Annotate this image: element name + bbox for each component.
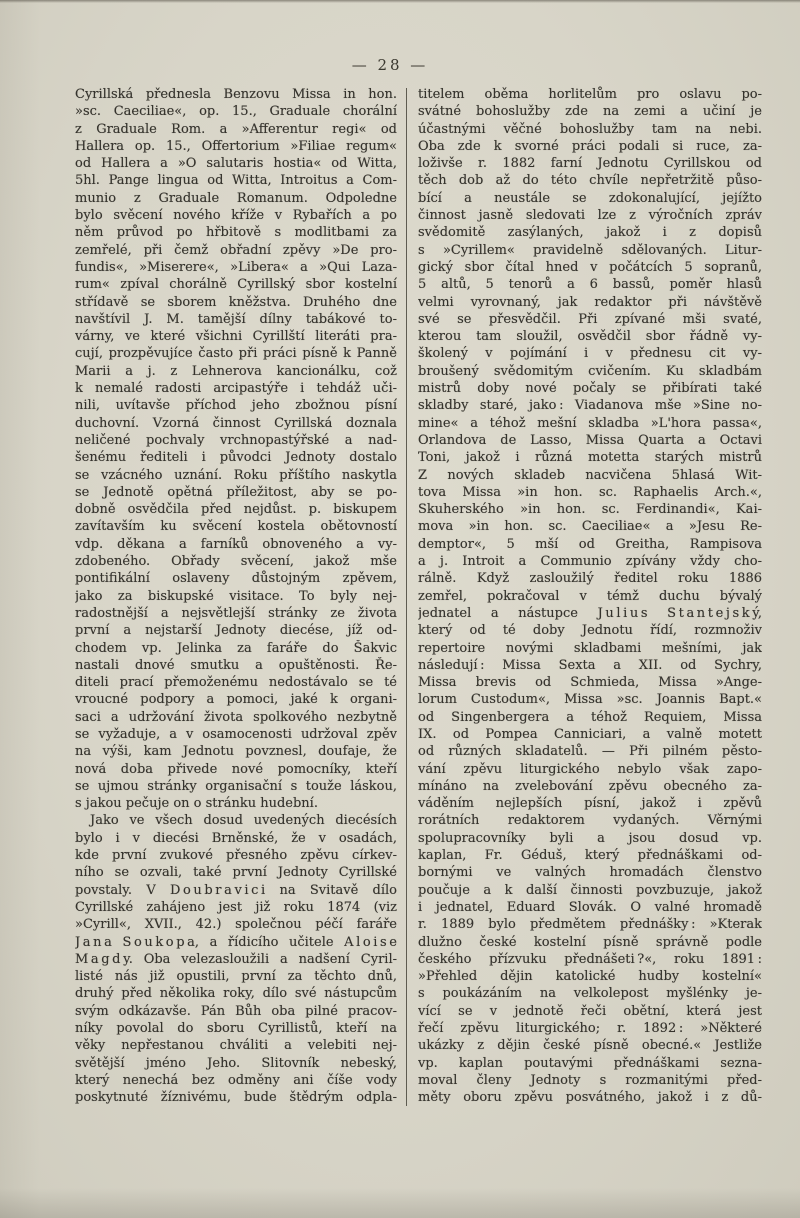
text-line: M a g d y. Oba velezasloužili a nadšení Cyril-	[75, 951, 397, 967]
text-line: velmi vyrovnaný, jak redaktor při návštěvě	[418, 294, 762, 310]
text-line: Missa brevis od Schmieda, Missa »Ange-	[418, 675, 762, 691]
text-line: i jednatel, Eduard Slovák. O valné hromadě	[418, 899, 762, 915]
text-line: činnost jasně sledovati lze z výročních zpráv	[418, 208, 762, 224]
text-line: na výši, kam Jednotu povznesl, doufaje, že	[75, 744, 397, 760]
text-line: který od té doby Jednotu řídí, rozmnoživ	[418, 623, 762, 639]
text-line: cují, prozpěvujíce často při práci písně k Panně	[75, 346, 397, 362]
text-line: loživše r. 1882 farní Jednotu Cyrillskou od	[418, 156, 762, 172]
text-line: vání zpěvu liturgického nebylo však zapo-	[418, 761, 762, 777]
text-line: fundis«, »Miserere«, »Libera« a »Qui Laza-	[75, 259, 397, 275]
text-line: váděním nejlepších písní, jakož i zpěvů	[418, 796, 762, 812]
text-line: IX. od Pompea Canniciari, a valně motett	[418, 726, 762, 742]
text-line: řečí zpěvu liturgického; r. 1892 : »Některé	[418, 1021, 762, 1037]
text-line: rorátních redaktorem vydaných. Věrnými	[418, 813, 762, 829]
text-line: jako za biskupské visitace. To byly nej-	[75, 588, 397, 604]
text-line: jednatel a nástupce J u l i u s S t a n t e j s k ý,	[418, 605, 762, 621]
text-line: ního se ozvali, také první Jednoty Cyrillské	[75, 865, 397, 881]
text-line: mistrů doby nové počaly se přibírati také	[418, 381, 762, 397]
text-line: následují : Missa Sexta a XII. od Sychry,	[418, 657, 762, 673]
text-line: účastnými věčné bohoslužby tam na nebi.	[418, 121, 762, 137]
text-line: Jako ve všech dosud uvedených diecésích	[90, 813, 397, 829]
text-line: své se přesvědčil. Při zpívané mši svaté,	[418, 311, 762, 327]
text-line: Z nových skladeb nacvičena 5hlasá Wit-	[418, 467, 762, 483]
text-line: chodem vp. Jelinka za faráře do Šakvic	[75, 640, 397, 656]
text-line: lorum Custodum«, Missa »sc. Joannis Bapt.«	[418, 692, 762, 708]
text-line: Orlandova de Lasso, Missa Quarta a Octavi	[418, 432, 762, 448]
text-line: šenému řediteli i původci Jednoty dostalo	[75, 450, 397, 466]
text-line: poučuje a k další činnosti povzbuzuje, jakož	[418, 882, 762, 898]
text-line: 5 altů, 5 tenorů a 6 bassů, poměr hlasů	[418, 277, 762, 293]
text-line: bornými ve valných hromadách členstvo	[418, 865, 762, 881]
text-line: Hallera op. 15., Offertorium »Filiae regum«	[75, 138, 397, 154]
text-line: nili, uvítavše příchod jeho zbožnou písní	[75, 398, 397, 414]
text-line: diteli prací přemoženému nedostávalo se té	[75, 675, 397, 691]
text-line: duchovní. Vzorná činnost Cyrillská doznala	[75, 415, 397, 431]
text-line: vp. kaplan poutavými přednáškami sezna-	[418, 1055, 762, 1071]
text-line: s poukázáním na velkolepost myšlénky je-	[418, 986, 762, 1002]
page-number: — 28 —	[351, 56, 429, 74]
text-line: který nenechá bez odměny ani číše vody	[75, 1072, 397, 1088]
text-line: J a n a S o u k o p a, a řídicího učitele A l o i s e	[75, 934, 397, 950]
text-line: nastali dnové smutku a opuštěnosti. Ře-	[75, 657, 397, 673]
text-line: bylo svěcení nového kříže v Rybařích a po	[75, 208, 397, 224]
text-line: »Přehled dějin katolické hudby kostelní«	[418, 969, 762, 985]
text-line: něm průvod po hřbitově s modlitbami za	[75, 225, 397, 241]
text-line: saci a udržování života spolkového nezbytně	[75, 709, 397, 725]
left-text-column	[75, 86, 397, 1107]
text-line: českého přízvuku přednášeti ?«, roku 1891 :	[418, 951, 762, 967]
text-line: repertoire novými skladbami mešními, jak	[418, 640, 762, 656]
text-line: bící a neustále se zdokonalující, jejížto	[418, 190, 762, 206]
text-line: nová doba přivede nové pomocníky, kteří	[75, 761, 397, 777]
text-line: bylo i v diecési Brněnské, že v osadách,	[75, 830, 397, 846]
text-line: Cyrillské zahájeno jest již roku 1874 (viz	[75, 899, 397, 915]
text-line: Toni, jakož i různá motetta starých mistrů	[418, 450, 762, 466]
text-line: od Hallera a »O salutaris hostia« od Witta,	[75, 156, 397, 172]
text-line: radostnější a nejsvětlejší stránky ze života	[75, 605, 397, 621]
text-line: od různých skladatelů. — Při pilném pěsto-	[418, 744, 762, 760]
text-line: pontifikální oslaveny důstojným zpěvem,	[75, 571, 397, 587]
text-line: s »Cyrillem« pravidelně sdělovaných. Litur-	[418, 242, 762, 258]
text-line: se ujmou stránky organisační s touže láskou,	[75, 778, 397, 794]
right-text-column	[418, 86, 762, 1107]
text-line: kaplan, Fr. Géduš, který přednáškami od-	[418, 848, 762, 864]
text-line: z Graduale Rom. a »Afferentur regi« od	[75, 121, 397, 137]
text-line: Cyrillská přednesla Benzovu Missa in hon.	[75, 87, 397, 102]
text-line: zavítavším ku svěcení kostela obětovností	[75, 519, 397, 535]
text-line: druhý před několika roky, dílo své nástupcům	[75, 986, 397, 1002]
text-line: mínáno na zvelebování zpěvu obecného za-	[418, 778, 762, 794]
text-line: rálně. Když zasloužilý ředitel roku 1886	[418, 571, 762, 587]
text-line: Marii a j. z Lehnerova kancionálku, což	[75, 363, 397, 379]
text-line: demptor«, 5 mší od Greitha, Rampisova	[418, 536, 762, 552]
text-line: k nemalé radosti arcipastýře i tehdáž uči-	[75, 381, 397, 397]
text-line: rum« zpíval chorálně Cyrillský sbor kostelní	[75, 277, 397, 293]
text-line: zemřel, pokračoval v témž duchu bývalý	[418, 588, 762, 604]
text-line: zemřelé, při čemž obřadní zpěvy »De pro-	[75, 242, 397, 258]
text-line: vroucné podpory a pomoci, jaké k organi-	[75, 692, 397, 708]
text-line: vdp. děkana a farníků obnoveného a vy-	[75, 536, 397, 552]
text-line: s jakou pečuje on o stránku hudební.	[75, 796, 318, 812]
text-line: střídavě se sborem kněžstva. Druhého dne	[75, 294, 397, 310]
text-line: tova Missa »in hon. sc. Raphaelis Arch.«,	[418, 484, 762, 500]
text-line: svátné bohoslužby zde na zemi a učiní je	[418, 104, 762, 120]
text-line: listé nás již opustili, první za těchto dnů,	[75, 969, 397, 985]
text-line: broušený svědomitým cvičením. Ku skladbám	[418, 363, 762, 379]
text-line: 5hl. Pange lingua od Witta, Introitus a Com-	[75, 173, 397, 189]
text-line: od Singenbergera a téhož Requiem, Missa	[418, 709, 762, 725]
text-line: první a nejstarší Jednoty diecése, jíž od-	[75, 623, 397, 639]
text-line: kde první zvukové přesného zpěvu církev-	[75, 848, 397, 864]
text-line: titelem oběma horlitelům pro oslavu po-	[418, 87, 762, 102]
text-line: gický sbor čítal hned v počátcích 5 sopranů,	[418, 259, 762, 275]
text-line: povstaly. V D o u b r a v i c i na Svitavě dílo	[75, 882, 397, 898]
text-line: moval členy Jednoty s rozmanitými před-	[418, 1072, 762, 1088]
column-divider	[406, 88, 407, 1106]
text-line: »sc. Caeciliae«, op. 15., Graduale chorální	[75, 104, 397, 120]
text-line: se vzácného uznání. Roku příštího naskytla	[75, 467, 397, 483]
text-line: neličené pochvaly vrchnopastýřské a nad-	[75, 432, 397, 448]
text-line: dobně osvědčila před nejdůst. p. biskupem	[75, 502, 397, 518]
text-line: várny, ve které všichni Cyrillští literáti pra-	[75, 329, 397, 345]
text-line: zdobeného. Obřady svěcení, jakož mše	[75, 554, 397, 570]
text-line: vící se v jednotě řeči obětní, která jest	[418, 1003, 762, 1019]
text-line: svědomitě zasýlaných, jakož i z dopisů	[418, 225, 762, 241]
text-line: mova »in hon. sc. Caeciliae« a »Jesu Re-	[418, 519, 762, 535]
text-line: Skuherského »in hon. sc. Ferdinandi«, Kai-	[418, 502, 762, 518]
text-line: se vyžaduje, a v osamocenosti udržoval zpěv	[75, 726, 397, 742]
text-line: munio z Graduale Romanum. Odpoledne	[75, 190, 397, 206]
text-line: skladby staré, jako : Viadanova mše »Sine no-	[418, 398, 762, 414]
text-line: a j. Introit a Communio zpívány vždy cho-	[418, 554, 762, 570]
text-line: svým odkázavše. Pán Bůh oba pilné pracov-	[75, 1003, 397, 1019]
text-line: níky povolal do sboru Cyrillistů, kteří na	[75, 1021, 397, 1037]
text-line: r. 1889 bylo předmětem přednášky : »Kterak	[418, 917, 762, 933]
text-line: kterou tam sloužil, osvědčil sbor řádně vy-	[418, 329, 762, 345]
text-line: školený v pojímání i v přednesu cit vy-	[418, 346, 762, 362]
text-line: měty oboru zpěvu posvátného, jakož i z dů-	[418, 1090, 762, 1106]
text-line: mine« a téhož mešní skladba »L'hora passa«,	[418, 415, 762, 431]
text-line: Oba zde k svorné práci podali si ruce, za-	[418, 138, 762, 154]
text-line: těch dob až do této chvíle nepřetržitě půso-	[418, 173, 762, 189]
text-line: se Jednotě opětná příležitost, aby se po-	[75, 484, 397, 500]
text-line: věky nepřestanou chváliti a velebiti nej-	[75, 1038, 397, 1054]
text-line: navštívil J. M. tamější dílny tabákové to-	[75, 311, 397, 327]
text-line: ukázky z dějin české písně obecné.« Jestliže	[418, 1038, 762, 1054]
text-line: spolupracovníky byli a jsou dosud vp.	[418, 830, 762, 846]
text-line: dlužno české kostelní písně správně podle	[418, 934, 762, 950]
text-line: světější jméno Jeho. Slitovník nebeský,	[75, 1055, 397, 1071]
text-line: poskytnuté žíznivému, bude štědrým odpla-	[75, 1090, 397, 1106]
text-line: »Cyrill«, XVII., 42.) společnou péčí faráře	[75, 917, 397, 933]
